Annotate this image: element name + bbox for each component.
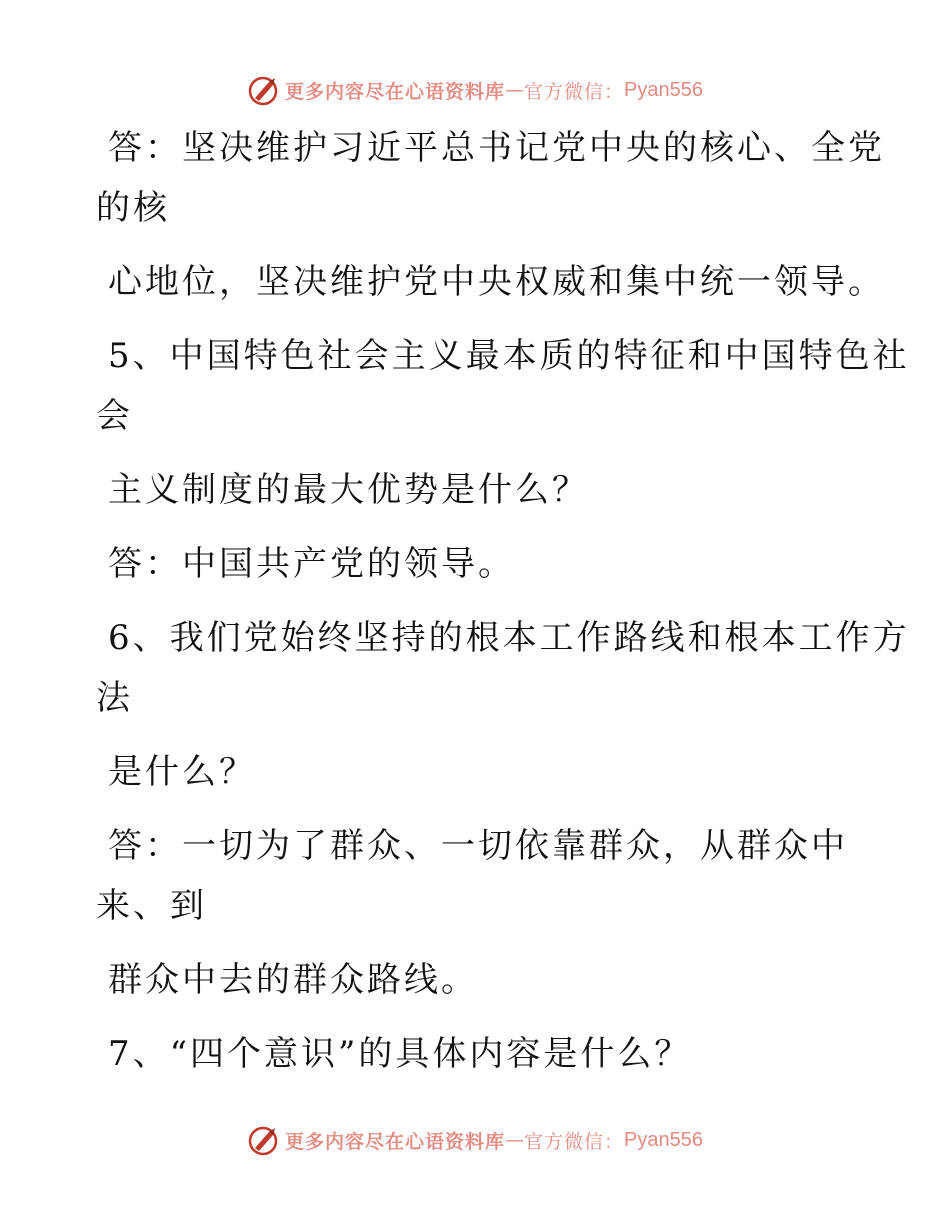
paragraph (96, 252, 885, 312)
banner-dash: — (505, 79, 525, 101)
text-line: 是什么？ (108, 752, 256, 792)
text-line: 6、我们党始终坚持的根本工作路线和根本工作方 (108, 618, 910, 658)
paragraph (96, 326, 910, 446)
text-line: 答：坚决维护习近平总书记党中央的核心、全党 (108, 128, 885, 168)
document-body (96, 118, 910, 1084)
paragraph (96, 118, 885, 238)
paragraph (96, 742, 866, 802)
paragraph (96, 608, 910, 728)
banner-wechat-id: Pyan556 (624, 78, 703, 101)
text-line: 法 (96, 678, 133, 718)
paragraph (96, 534, 866, 594)
text-line: 5、中国特色社会主义最本质的特征和中国特色社 (108, 336, 910, 376)
pen-logo-icon (247, 1124, 279, 1156)
text-line: 群众中去的群众路线。 (108, 960, 478, 1000)
footer-banner (0, 1120, 950, 1160)
banner-wechat-id: Pyan556 (624, 1128, 703, 1151)
header-banner (0, 70, 950, 110)
text-line: 答：中国共产党的领导。 (108, 544, 515, 584)
text-line: 的核 (96, 188, 170, 228)
text-line: 答：一切为了群众、一切依靠群众，从群众中 (108, 826, 848, 866)
text-line: 主义制度的最大优势是什么？ (108, 470, 589, 510)
paragraph (96, 816, 866, 936)
text-line: 会 (96, 396, 133, 436)
text-line: 7、“四个意识”的具体内容是什么？ (108, 1034, 692, 1074)
banner-main-text: 更多内容尽在心语资料库 (285, 1130, 506, 1153)
text-line: 来、到 (96, 886, 207, 926)
pen-logo-icon (247, 74, 279, 106)
banner-wechat-label: 官方微信： (524, 1130, 625, 1153)
banner-wechat-label: 官方微信： (524, 80, 625, 103)
text-line: 心地位，坚决维护党中央权威和集中统一领导。 (108, 262, 885, 302)
paragraph (96, 1024, 866, 1084)
paragraph (96, 460, 866, 520)
banner-main-text: 更多内容尽在心语资料库 (285, 80, 506, 103)
banner-dash: — (505, 1129, 525, 1151)
paragraph (96, 950, 866, 1010)
